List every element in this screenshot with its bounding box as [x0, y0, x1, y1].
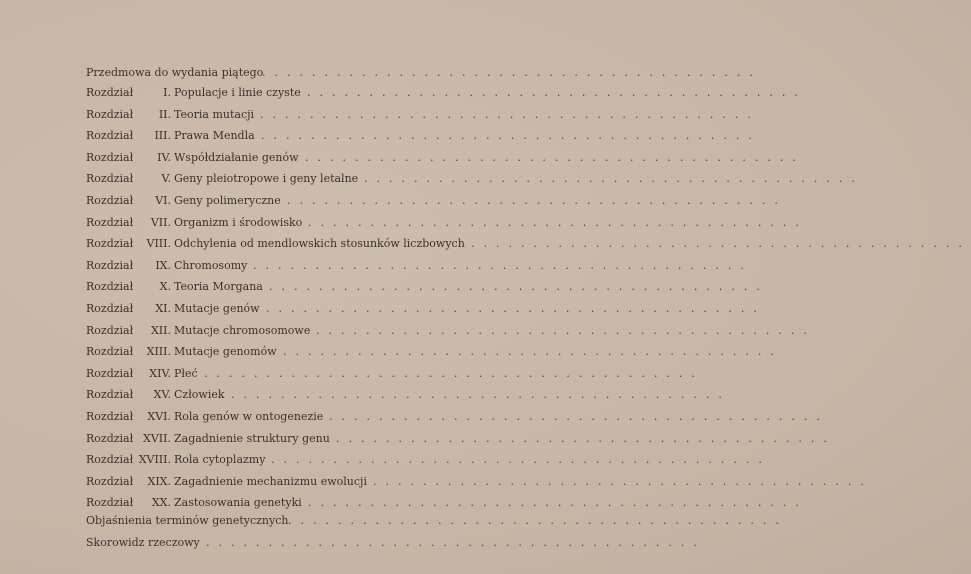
toc-entry-chapter: [0, 430, 836, 448]
chapter-title: Teoria Morgana: [174, 280, 263, 294]
chapter-number: XIII.: [146, 345, 171, 359]
chapter-number: XIX.: [147, 474, 171, 488]
chapter-number: VI.: [155, 194, 171, 207]
toc-entry-glossary: [0, 512, 788, 530]
chapter-word: Rozdział: [86, 366, 134, 380]
dot-leader: ........................................: [261, 129, 761, 143]
toc-entry-chapter: [0, 451, 771, 469]
chapter-title: Zagadnienie struktury genu: [174, 431, 330, 445]
dot-leader: ........................................: [262, 66, 762, 79]
toc-entry-chapter: [0, 257, 753, 275]
dot-leader: ........................................: [316, 323, 816, 337]
toc-entry-label: Przedmowa do wydania piątego: [86, 66, 264, 79]
toc-entry-chapter: [0, 127, 761, 145]
dot-leader: ........................................: [266, 302, 766, 315]
chapter-word: Rozdział: [86, 237, 134, 251]
toc-entry-chapter: [0, 386, 731, 404]
toc-entry-chapter: [0, 106, 760, 124]
toc-entry-preface: [0, 64, 762, 82]
chapter-number: III.: [154, 129, 171, 143]
chapter-title: Chromosomy: [174, 258, 248, 272]
toc-entry-chapter: [0, 343, 783, 361]
chapter-word: Rozdział: [86, 453, 134, 467]
chapter-title: Rola cytoplazmy: [174, 453, 266, 467]
chapter-title: Mutacje genomów: [174, 345, 277, 359]
dot-leader: ........................................: [271, 453, 771, 467]
chapter-word: Rozdział: [86, 496, 134, 510]
dot-leader: ........................................: [336, 431, 836, 445]
chapter-number: IX.: [155, 258, 171, 272]
chapter-title: Populacje i linie czyste: [174, 86, 301, 99]
dot-leader: ........................................: [471, 237, 971, 251]
dot-leader: ........................................: [308, 496, 808, 510]
chapter-title: Rola genów w ontogenezie: [174, 410, 324, 423]
dot-leader: ........................................: [231, 388, 731, 402]
chapter-word: Rozdział: [86, 107, 134, 121]
toc-entry-chapter: [0, 365, 704, 383]
chapter-word: Rozdział: [86, 410, 134, 423]
chapter-number: XVII.: [143, 431, 171, 445]
chapter-title: Zagadnienie mechanizmu ewolucji: [174, 474, 367, 488]
chapter-title: Współdziałanie genów: [174, 150, 299, 164]
chapter-word: Rozdział: [86, 86, 134, 99]
chapter-title: Geny polimeryczne: [174, 194, 281, 207]
chapter-number: XVIII.: [138, 453, 171, 467]
dot-leader: ........................................: [305, 150, 805, 164]
chapter-title: Mutacje chromosomowe: [174, 323, 311, 337]
toc-entry-chapter: [0, 192, 787, 210]
chapter-word: Rozdział: [86, 129, 134, 143]
chapter-word: Rozdział: [86, 474, 134, 488]
chapter-title: Zastosowania genetyki: [174, 496, 302, 510]
chapter-title: Mutacje genów: [174, 302, 260, 315]
chapter-number: XX.: [151, 496, 171, 510]
toc-entry-chapter: [0, 149, 805, 167]
chapter-title: Płeć: [174, 366, 198, 380]
dot-leader: ........................................: [206, 536, 706, 549]
chapter-word: Rozdział: [86, 388, 134, 402]
dot-leader: ........................................: [373, 474, 873, 488]
chapter-number: VII.: [150, 215, 171, 229]
chapter-word: Rozdział: [86, 280, 134, 294]
chapter-number: II.: [158, 107, 171, 121]
chapter-word: Rozdział: [86, 172, 134, 186]
chapter-title: Prawa Mendla: [174, 129, 255, 143]
toc-entry-chapter: [0, 278, 769, 296]
chapter-number: VIII.: [146, 237, 171, 251]
dot-leader: ........................................: [287, 194, 787, 207]
chapter-number: IV.: [157, 150, 171, 164]
dot-leader: ........................................: [307, 86, 807, 99]
toc-entry-chapter: [0, 494, 808, 512]
chapter-number: XI.: [155, 302, 171, 315]
chapter-title: Geny pleiotropowe i geny letalne: [174, 172, 359, 186]
toc-entry-chapter: [0, 235, 971, 253]
chapter-number: XV.: [153, 388, 171, 402]
toc-entry-chapter: [0, 322, 816, 340]
chapter-title: Człowiek: [174, 388, 225, 402]
dot-leader: ........................................: [269, 280, 769, 294]
toc-entry-chapter: [0, 300, 766, 318]
chapter-word: Rozdział: [86, 302, 134, 315]
chapter-number: V.: [161, 172, 171, 186]
dot-leader: ........................................: [329, 410, 829, 423]
chapter-number: XVI.: [147, 410, 171, 423]
chapter-word: Rozdział: [86, 215, 134, 229]
chapter-word: Rozdział: [86, 258, 134, 272]
chapter-word: Rozdział: [86, 431, 134, 445]
toc-entry-chapter: [0, 214, 808, 232]
chapter-number: XII.: [150, 323, 171, 337]
chapter-title: Teoria mutacji: [174, 107, 255, 121]
toc-entry-chapter: [0, 84, 807, 102]
toc-entry-chapter: [0, 170, 864, 188]
dot-leader: ........................................: [288, 514, 788, 527]
dot-leader: ........................................: [308, 215, 808, 229]
toc-entry-label: Objaśnienia terminów genetycznych: [86, 514, 289, 527]
chapter-number: I.: [163, 86, 171, 99]
dot-leader: ........................................: [253, 258, 753, 272]
toc-entry-index: [0, 534, 706, 552]
chapter-title: Organizm i środowisko: [174, 215, 303, 229]
dot-leader: ........................................: [204, 366, 704, 380]
chapter-word: Rozdział: [86, 194, 134, 207]
toc-entry-chapter: [0, 408, 829, 426]
chapter-word: Rozdział: [86, 323, 134, 337]
chapter-word: Rozdział: [86, 150, 134, 164]
dot-leader: ........................................: [364, 172, 864, 186]
toc-entry-chapter: [0, 473, 873, 491]
chapter-number: XIV.: [149, 366, 171, 380]
chapter-title: Odchylenia od mendlowskich stosunków liczbowych: [174, 237, 465, 251]
dot-leader: ........................................: [260, 107, 760, 121]
chapter-word: Rozdział: [86, 345, 134, 359]
dot-leader: ........................................: [283, 345, 783, 359]
chapter-number: X.: [159, 280, 171, 294]
toc-entry-label: Skorowidz rzeczowy: [86, 536, 200, 549]
